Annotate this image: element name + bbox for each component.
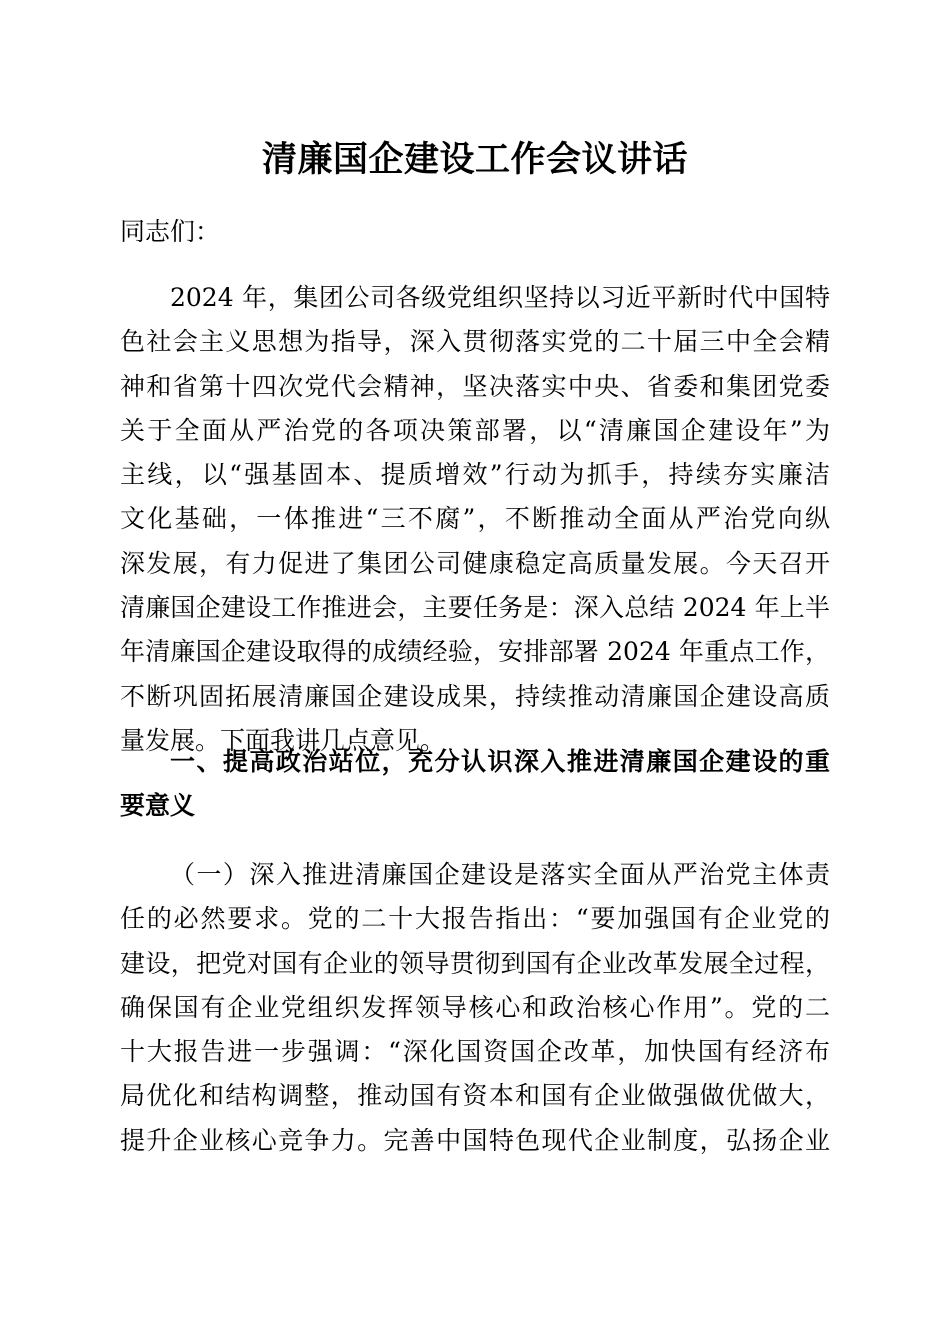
paragraph-1-line: 关于全面从严治党的各项决策部署，以“清廉国企建设年”为 — [120, 415, 830, 445]
section-heading-1 — [120, 740, 830, 829]
paragraph-1-line: 主线，以“强基固本、提质增效”行动为抓手，持续夯实廉洁 — [120, 460, 830, 490]
paragraph-2-line: （一）深入推进清廉国企建设是落实全面从严治党主体责 — [170, 860, 830, 889]
paragraph-2-line: 确保国有企业党组织发挥领导核心和政治核心作用”。党的二 — [120, 992, 830, 1022]
greeting: 同志们： — [120, 217, 221, 246]
section-heading-1-line: 要意义 — [120, 791, 196, 821]
paragraph-2-line: 提升企业核心竞争力。完善中国特色现代企业制度，弘扬企业 — [120, 1125, 830, 1155]
paragraph-2-line: 任的必然要求。党的二十大报告指出：“要加强国有企业党的 — [120, 904, 830, 934]
paragraph-1-line: 文化基础，一体推进“三不腐”，不断推动全面从严治党向纵 — [120, 504, 830, 534]
section-heading-1-line: 一、提高政治站位，充分认识深入推进清廉国企建设的重 — [170, 747, 830, 776]
paragraph-2-line: 建设，把党对国有企业的领导贯彻到国有企业改革发展全过程， — [120, 948, 830, 978]
paragraph-1 — [120, 276, 830, 763]
paragraph-1-line: 年清廉国企建设取得的成绩经验，安排部署 2024 年重点工作， — [120, 637, 830, 667]
paragraph-1-line: 清廉国企建设工作推进会，主要任务是：深入总结 2024 年上半 — [120, 593, 830, 623]
paragraph-2-line: 局优化和结构调整，推动国有资本和国有企业做强做优做大， — [120, 1081, 830, 1111]
paragraph-1-line: 神和省第十四次党代会精神，坚决落实中央、省委和集团党委 — [120, 371, 830, 401]
paragraph-1-line: 量发展。下面我讲几点意见。 — [120, 725, 446, 755]
paragraph-2 — [120, 853, 830, 1163]
paragraph-2-line: 十大报告进一步强调：“深化国资国企改革，加快国有经济布 — [120, 1037, 830, 1067]
paragraph-1-line: 深发展，有力促进了集团公司健康稳定高质量发展。今天召开 — [120, 548, 830, 578]
paragraph-1-line: 2024 年，集团公司各级党组织坚持以习近平新时代中国特 — [170, 283, 830, 312]
document-title: 清廉国企建设工作会议讲话 — [261, 139, 688, 180]
paragraph-1-line: 不断巩固拓展清廉国企建设成果，持续推动清廉国企建设高质 — [120, 681, 830, 711]
paragraph-1-line: 色社会主义思想为指导，深入贯彻落实党的二十届三中全会精 — [120, 327, 830, 357]
